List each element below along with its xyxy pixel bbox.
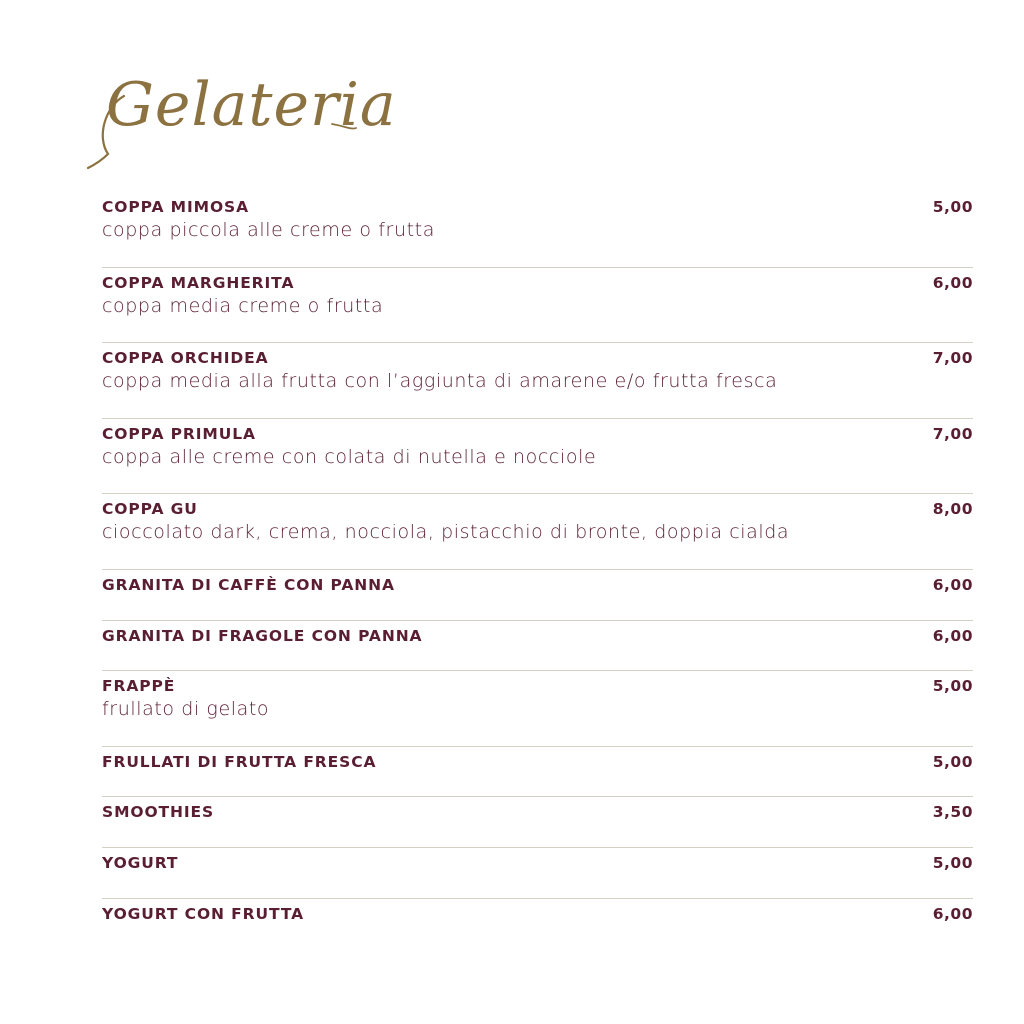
menu-item-description: cioccolato dark, crema, nocciola, pistacchio di bronte, doppia cialda — [102, 521, 790, 544]
menu-item-price: 3,50 — [932, 803, 973, 822]
menu-item — [102, 419, 973, 495]
menu-item — [102, 747, 973, 798]
menu-item-name: YOGURT — [102, 853, 179, 872]
menu-item-description: coppa piccola alle creme o frutta — [102, 219, 435, 241]
menu-item-price: 5,00 — [932, 198, 973, 216]
menu-item-name: FRAPPÈ — [102, 677, 176, 696]
menu-item-description: coppa alle creme con colata di nutella e nocciole — [102, 445, 597, 468]
menu-item-price: 5,00 — [932, 752, 973, 771]
menu-item-name: COPPA MIMOSA — [102, 198, 249, 216]
menu-item-description: frullato di gelato — [102, 698, 270, 721]
menu-item-name: COPPA MARGHERITA — [102, 273, 295, 292]
menu-item-price: 6,00 — [932, 575, 973, 594]
menu-item-price: 5,00 — [932, 853, 973, 872]
menu-list — [102, 192, 973, 949]
menu-item-name: SMOOTHIES — [102, 803, 215, 822]
menu-item-name: COPPA ORCHIDEA — [102, 349, 269, 368]
menu-item-description: coppa media alla frutta con l’aggiunta di amarene e/o frutta fresca — [102, 370, 778, 393]
menu-item-name: COPPA GU — [102, 500, 198, 519]
page-title-text: Gelateria — [106, 70, 397, 140]
menu-item — [102, 797, 973, 848]
menu-item — [102, 192, 973, 268]
menu-item-price: 8,00 — [932, 500, 973, 519]
menu-item-name: YOGURT CON FRUTTA — [102, 904, 304, 923]
menu-item-description: coppa media creme o frutta — [102, 294, 384, 317]
menu-item-price: 5,00 — [932, 677, 973, 696]
menu-item-price: 7,00 — [932, 424, 973, 443]
menu-item-price: 6,00 — [932, 273, 973, 292]
menu-item — [102, 848, 973, 899]
menu-item — [102, 343, 973, 419]
menu-item-price: 6,00 — [932, 626, 973, 645]
menu-item-name: GRANITA DI FRAGOLE CON PANNA — [102, 626, 423, 645]
page-title — [86, 66, 397, 176]
menu-item-price: 6,00 — [932, 904, 973, 923]
menu-item-name: COPPA PRIMULA — [102, 424, 256, 443]
menu-item-name: FRULLATI DI FRUTTA FRESCA — [102, 752, 377, 771]
menu-item — [102, 494, 973, 570]
menu-item-price: 7,00 — [932, 349, 973, 368]
menu-item-name: GRANITA DI CAFFÈ CON PANNA — [102, 575, 395, 594]
menu-item — [102, 621, 973, 672]
menu-item — [102, 268, 973, 344]
menu-item — [102, 899, 973, 950]
menu-item — [102, 570, 973, 621]
menu-item — [102, 671, 973, 747]
